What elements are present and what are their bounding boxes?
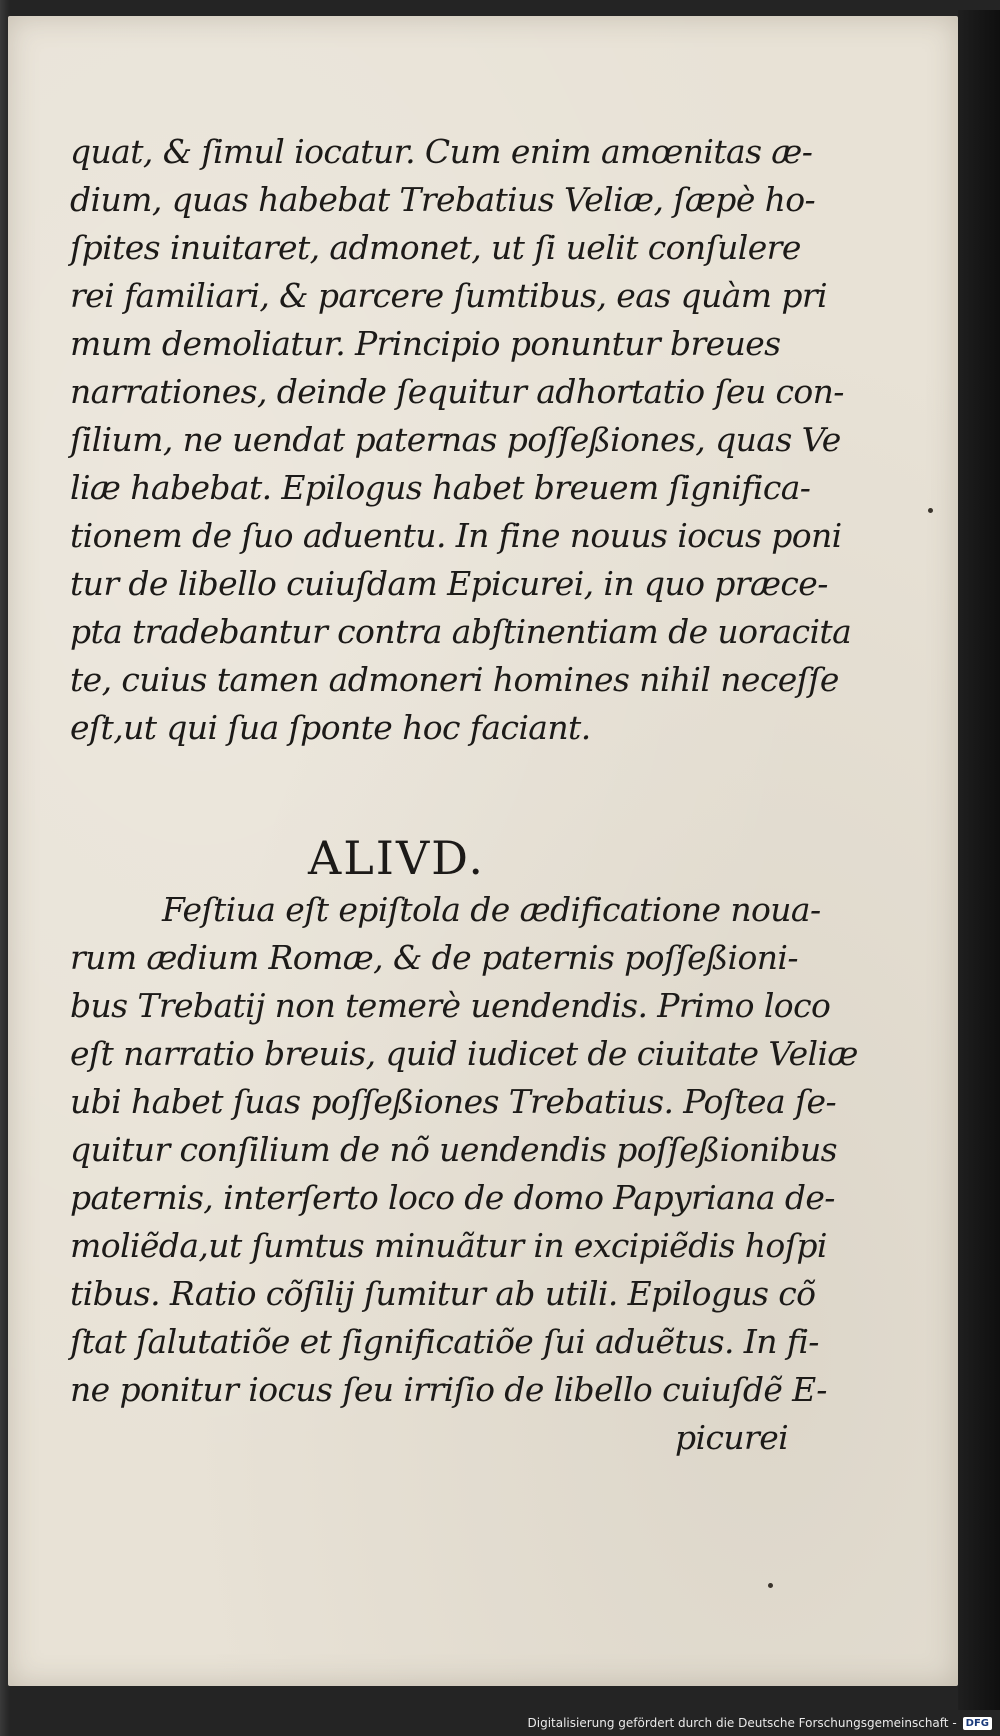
text-line: mum demoliatur. Principio ponuntur breues xyxy=(70,324,781,363)
text-line: rum ædium Romæ, & de paternis poſſeßioni- xyxy=(70,938,798,977)
text-line: ſilium, ne uendat paternas poſſeßiones, quas Ve xyxy=(70,420,841,459)
text-line: Feſtiua eſt epiſtola de ædificatione noua- xyxy=(162,890,821,929)
paper-speck xyxy=(928,508,933,513)
paragraph-1 xyxy=(70,128,852,752)
text-line: rei familiari, & parcere ſumtibus, eas quàm pri xyxy=(70,276,828,315)
text-line: te, cuius tamen admoneri homines nihil neceſſe xyxy=(70,660,839,699)
text-line: quat, & ſimul iocatur. Cum enim amœnitas æ- xyxy=(70,132,813,171)
text-line: ne ponitur iocus ſeu irriſio de libello cuiuſdẽ E- xyxy=(70,1370,827,1409)
credit-text: Digitalisierung gefördert durch die Deutsche Forschungsgemeinschaft - xyxy=(527,1716,957,1730)
text-line: quitur conſilium de nõ uendendis poſſeßionibus xyxy=(70,1130,837,1169)
digitization-credit xyxy=(528,1716,993,1730)
text-line: eſt,ut qui ſua ſponte hoc faciant. xyxy=(70,708,591,747)
paper-speck xyxy=(768,1583,773,1588)
section-heading: ALIVD. xyxy=(308,831,486,885)
text-line: tionem de ſuo aduentu. In fine nouus iocus poni xyxy=(70,516,842,555)
text-line: tur de libello cuiuſdam Epicurei, in quo præce- xyxy=(70,564,828,603)
text-line: moliẽda,ut ſumtus minuãtur in excipiẽdis hoſpi xyxy=(70,1226,827,1265)
catchword: picurei xyxy=(675,1418,789,1457)
text-line: bus Trebatij non temerè uendendis. Primo loco xyxy=(70,986,831,1025)
paragraph-2 xyxy=(70,886,858,1462)
dfg-logo: DFG xyxy=(963,1717,992,1730)
text-line: dium, quas habebat Trebatius Veliæ, ſæpè ho- xyxy=(70,180,816,219)
text-line: paternis, interſerto loco de domo Papyriana de- xyxy=(70,1178,835,1217)
text-line: pta tradebantur contra abſtinentiam de uoracita xyxy=(70,612,852,651)
text-line: narrationes, deinde ſequitur adhortatio ſeu con- xyxy=(70,372,844,411)
text-line: ubi habet ſuas poſſeßiones Trebatius. Poſtea ſe- xyxy=(70,1082,837,1121)
book-page xyxy=(8,16,958,1686)
page-edge-shadow xyxy=(958,10,1000,1710)
text-line: liæ habebat. Epilogus habet breuem ſignifica- xyxy=(70,468,811,507)
text-line: ſpites inuitaret, admonet, ut ſi uelit conſulere xyxy=(70,228,801,267)
text-line: eſt narratio breuis, quid iudicet de ciuitate Veliæ xyxy=(70,1034,858,1073)
text-line: ſtat ſalutatiõe et ſignificatiõe ſui aduẽtus. In fi- xyxy=(70,1322,819,1361)
text-line: tibus. Ratio cõſilij ſumitur ab utili. Epilogus cõ xyxy=(70,1274,816,1313)
